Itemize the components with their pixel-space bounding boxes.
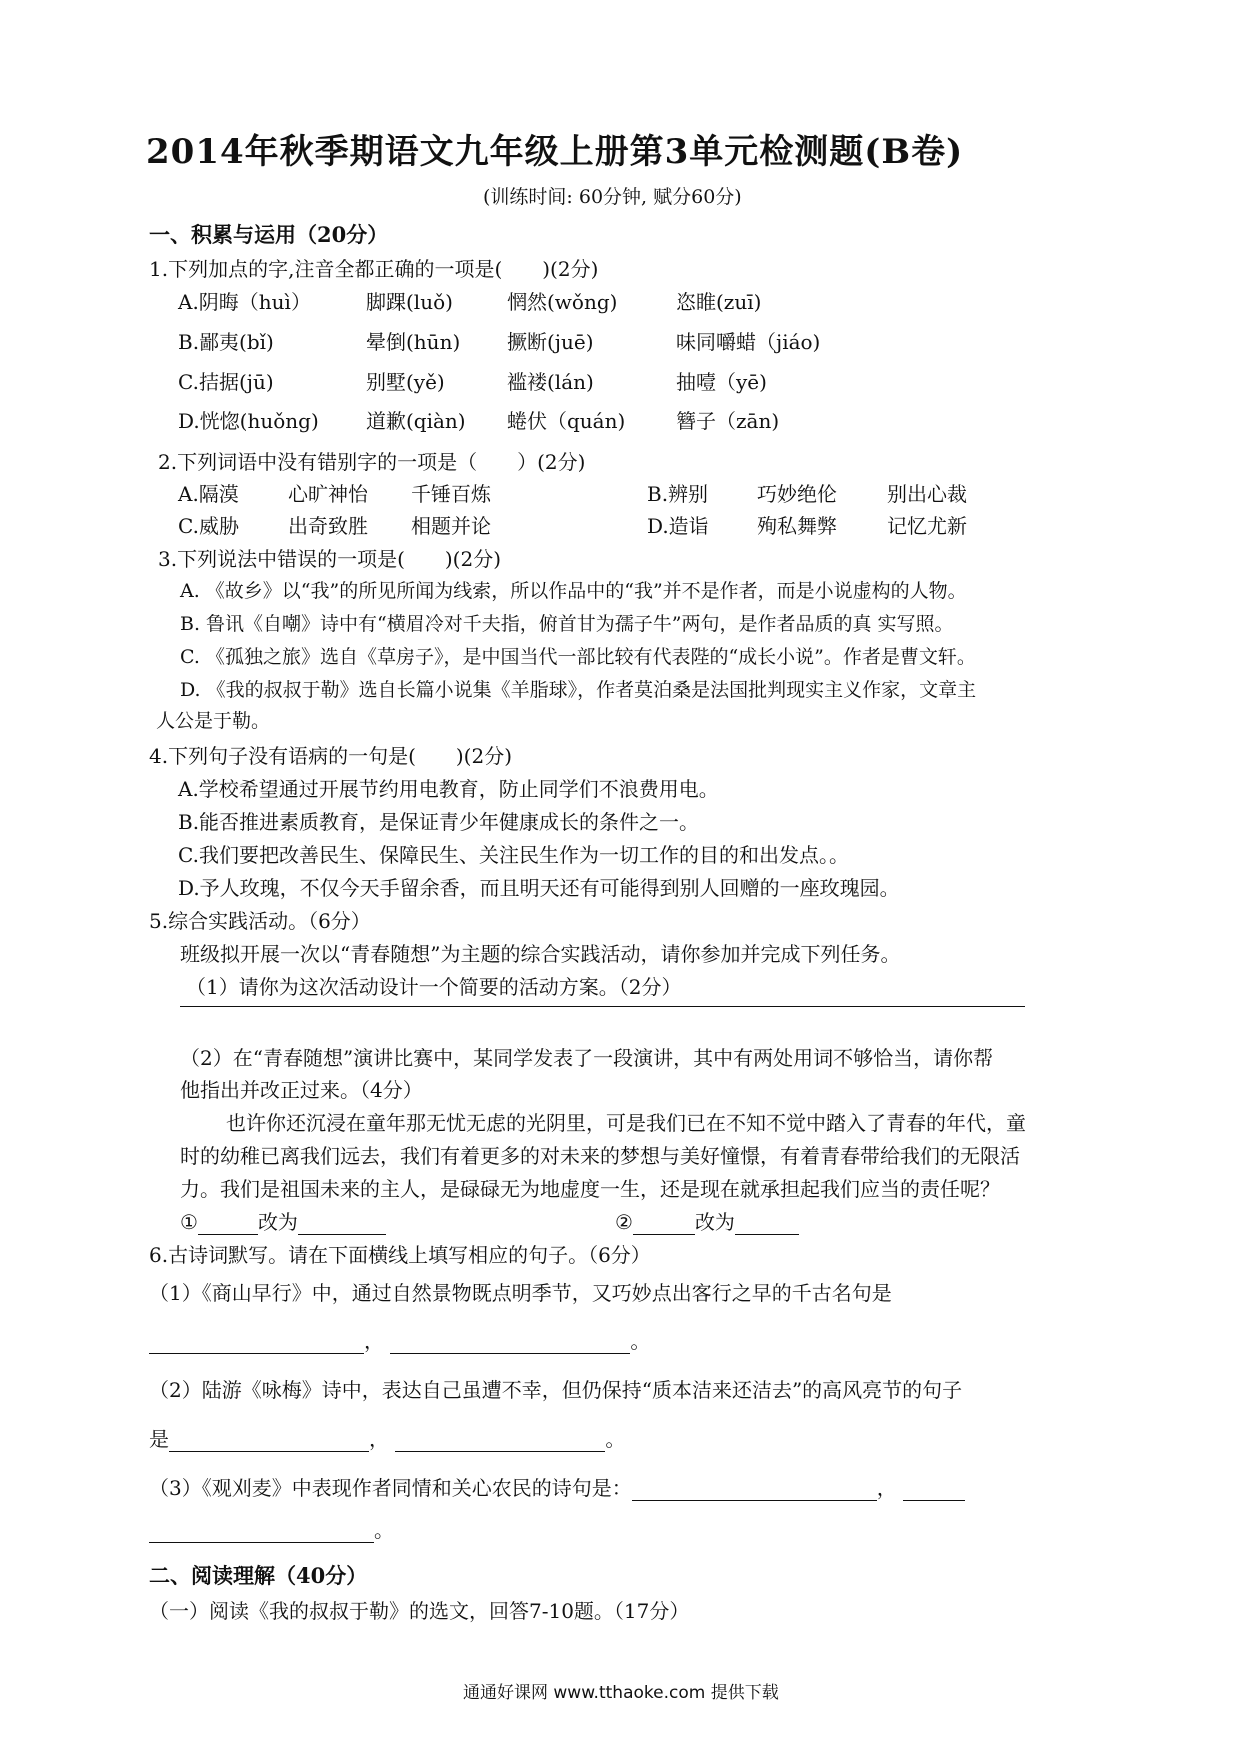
punct: ， <box>369 1427 389 1451</box>
page-title: 2014年秋季期语文九年级上册第3单元检测题(B卷) <box>146 132 964 172</box>
q6-part-1: （1）《商山早行》中，通过自然景物既点明季节，又巧妙点出客行之早的千古名句是 <box>149 1281 892 1305</box>
q3-option-b: B. 鲁讯《自嘲》诗中有“横眉冷对千夫指，俯首甘为孺子牛”两句，是作者品质的真 实写照。 <box>180 613 954 635</box>
q2-option: B.辨别 <box>647 482 709 506</box>
answer-blank[interactable] <box>735 1214 799 1235</box>
q3-option-d: D. 《我的叔叔于勒》选自长篇小说集《羊脂球》，作者莫泊桑是法国批判现实主义作家，文章主 <box>180 679 977 701</box>
answer-blank[interactable] <box>390 1333 630 1354</box>
section-heading-2: 二、阅读理解（40分） <box>149 1563 368 1588</box>
change-to-label: 改为 <box>257 1210 298 1234</box>
q4-option-a: A.学校希望通过开展节约用电教育，防止同学们不浪费用电。 <box>178 777 719 801</box>
footer-text: 通通好课网 www.tthaoke.com 提供下载 <box>463 1683 779 1703</box>
fix-number: ② <box>615 1210 633 1234</box>
answer-blank[interactable] <box>149 1333 364 1354</box>
q4-option-c: C.我们要把改善民生、保障民生、关注民生作为一切工作的目的和出发点。。 <box>178 843 849 867</box>
q2-option: 巧妙绝伦 <box>757 482 837 506</box>
speech-line-2: 时的幼稚已离我们远去，我们有着更多的对未来的梦想与美好憧憬，有着青春带给我们的无限活 <box>180 1144 1020 1168</box>
q1-option: 恣睢(zuī) <box>676 290 762 314</box>
question-4-stem: 4.下列句子没有语病的一句是( )(2分) <box>149 744 513 768</box>
q1-option: A.阴晦（huì） <box>178 290 311 314</box>
q1-option: C.拮据(jū) <box>178 370 274 394</box>
punct: ， <box>364 1329 384 1353</box>
q5-part-2: （2）在“青春随想”演讲比赛中，某同学发表了一段演讲，其中有两处用词不够恰当，请你帮 <box>180 1046 994 1070</box>
q3-option-d-cont: 人公是于勒。 <box>156 710 271 732</box>
q1-option: 簪子（zān) <box>676 409 780 433</box>
q1-option: 别墅(yě) <box>366 370 445 394</box>
answer-blank[interactable] <box>633 1214 695 1235</box>
section-heading-1: 一、积累与运用（20分） <box>149 222 389 247</box>
punct: ， <box>876 1476 897 1500</box>
q1-option: 蜷伏（quán) <box>507 409 626 433</box>
q1-option: D.恍惚(huǒng) <box>178 409 319 433</box>
q2-option: 千锤百炼 <box>411 482 491 506</box>
q6-part-3: （3）《观刈麦》中表现作者同情和关心农民的诗句是： <box>149 1476 632 1500</box>
q1-option: 褴褛(lán) <box>507 370 594 394</box>
q1-option: 味同嚼蜡（jiáo) <box>676 330 821 354</box>
q2-option: 记忆尤新 <box>887 514 967 538</box>
q5-part-1: （1）请你为这次活动设计一个简要的活动方案。（2分） <box>186 975 682 999</box>
answer-blank[interactable] <box>298 1214 386 1235</box>
q2-option: 心旷神怡 <box>288 482 368 506</box>
q5-part-2-cont: 他指出并改正过来。（4分） <box>180 1078 423 1102</box>
q2-option: 出奇致胜 <box>288 514 368 538</box>
question-2-stem: 2.下列词语中没有错别字的一项是（ ）(2分) <box>158 450 586 474</box>
q1-option: 道歉(qiàn) <box>366 409 466 433</box>
question-6-stem: 6.古诗词默写。请在下面横线上填写相应的句子。（6分） <box>149 1243 651 1267</box>
punct: 。 <box>630 1329 651 1353</box>
speech-line-1: 也许你还沉浸在童年那无忧无虑的光阴里，可是我们已在不知不觉中踏入了青春的年代，童 <box>226 1111 1026 1135</box>
q1-option: 脚踝(luǒ) <box>366 290 453 314</box>
q1-option: 惘然(wǒng) <box>507 290 618 314</box>
q2-option: 殉私舞弊 <box>757 514 837 538</box>
q1-option: 晕倒(hūn) <box>366 330 461 354</box>
question-3-stem: 3.下列说法中错误的一项是( )(2分) <box>158 547 502 571</box>
answer-blank[interactable] <box>169 1431 369 1452</box>
q2-option: 别出心裁 <box>887 482 967 506</box>
change-to-label: 改为 <box>694 1210 735 1234</box>
answer-line[interactable] <box>180 1006 1025 1007</box>
q1-option: 抽噎（yē) <box>676 370 767 394</box>
answer-blank[interactable] <box>149 1522 374 1543</box>
speech-line-3: 力。我们是祖国未来的主人，是碌碌无为地虚度一生，还是现在就承担起我们应当的责任呢？ <box>180 1177 1000 1201</box>
answer-blank[interactable] <box>903 1480 965 1501</box>
reading-intro: （一）阅读《我的叔叔于勒》的选文，回答7-10题。（17分） <box>149 1599 690 1623</box>
answer-blank[interactable] <box>632 1480 877 1501</box>
q1-option: B.鄙夷(bǐ) <box>178 330 274 354</box>
q2-option: C.威胁 <box>178 514 239 538</box>
q2-option: 相题并论 <box>411 514 491 538</box>
q1-option: 撅断(juē) <box>507 330 594 354</box>
question-1-stem: 1.下列加点的字,注音全都正确的一项是( )(2分) <box>149 257 599 281</box>
q5-intro: 班级拟开展一次以“青春随想”为主题的综合实践活动，请你参加并完成下列任务。 <box>180 942 901 966</box>
q2-option: D.造诣 <box>647 514 709 538</box>
question-5-stem: 5.综合实践活动。（6分） <box>149 909 371 933</box>
punct: 。 <box>605 1427 626 1451</box>
page-subtitle: (训练时间: 60分钟, 赋分60分) <box>483 186 742 208</box>
q3-option-a: A. 《故乡》以“我”的所见所闻为线索，所以作品中的“我”并不是作者，而是小说虚构的人物。 <box>180 580 967 602</box>
q2-option: A.隔漠 <box>178 482 239 506</box>
fix-number: ① <box>180 1210 198 1234</box>
answer-blank[interactable] <box>198 1214 258 1235</box>
punct: 。 <box>374 1518 394 1542</box>
q4-option-d: D.予人玫瑰，不仅今天手留余香，而且明天还有可能得到别人回赠的一座玫瑰园。 <box>178 876 900 900</box>
q3-option-c: C. 《孤独之旅》选自《草房子》，是中国当代一部比较有代表陛的“成长小说”。作者是曹文轩。 <box>180 646 976 668</box>
answer-blank[interactable] <box>395 1431 605 1452</box>
q6-part-2: （2）陆游《咏梅》诗中，表达自己虽遭不幸，但仍保持“质本洁来还洁去”的高风亮节的句子 <box>149 1378 963 1402</box>
q6-part-2-cont: 是 <box>149 1427 169 1451</box>
q4-option-b: B.能否推进素质教育，是保证青少年健康成长的条件之一。 <box>178 810 700 834</box>
